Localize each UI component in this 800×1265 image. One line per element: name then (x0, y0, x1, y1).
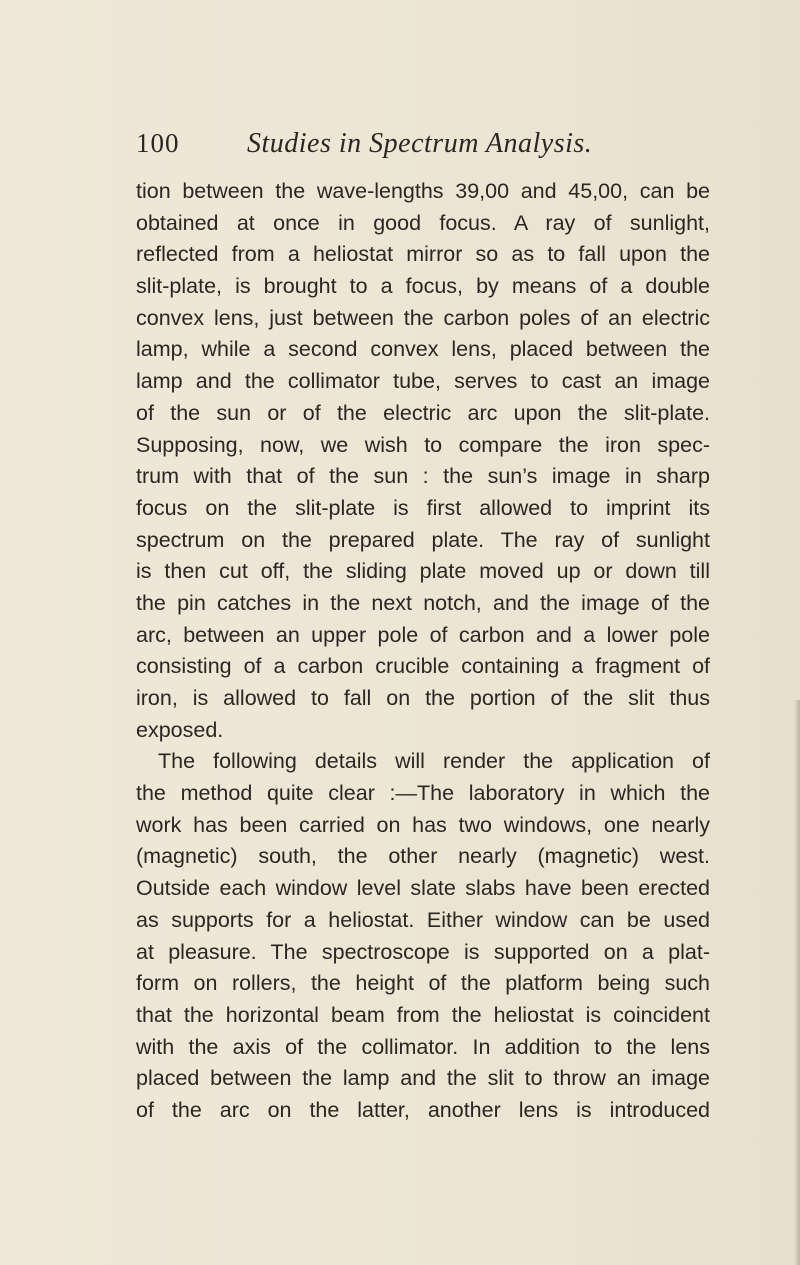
text-line: spectrum on the prepared plate. The ray of sunlight (136, 527, 710, 552)
text-line: Outside each window level slate slabs have been erected (136, 876, 710, 901)
text-line: of the sun or of the electric arc upon the slit-plate. (136, 400, 710, 425)
text-line: consisting of a carbon crucible containing a fragment of (136, 654, 710, 679)
text-line: focus on the slit-plate is first allowed to imprint its (136, 495, 710, 520)
running-title: Studies in Spectrum Analysis. (247, 128, 593, 159)
text-line: is then cut off, the sliding plate moved up or down till (136, 559, 710, 584)
text-line: placed between the lamp and the slit to throw an image (136, 1066, 710, 1091)
text-line: slit-plate, is brought to a focus, by means of a double (136, 274, 710, 299)
text-line: at pleasure. The spectroscope is supported on a plat- (136, 939, 710, 964)
text-line: iron, is allowed to fall on the portion of the slit thus (136, 686, 710, 710)
text-line: arc, between an upper pole of carbon and a lower pole (136, 622, 710, 647)
text-line: of the arc on the latter, another lens is introduced (136, 1097, 710, 1122)
text-line: lamp, while a second convex lens, placed between the (136, 337, 710, 362)
text-line: reflected from a heliostat mirror so as to fall upon the (136, 242, 710, 267)
text-line: as supports for a heliostat. Either window can be used (136, 907, 710, 932)
text-line: The following details will render the application of (158, 749, 710, 774)
text-line: exposed. (136, 717, 224, 742)
text-line: work has been carried on has two windows, one nearly (136, 812, 710, 837)
text-line: that the horizontal beam from the heliostat is coincident (136, 1002, 710, 1027)
paragraph-1 (136, 176, 710, 746)
text-line: convex lens, just between the carbon poles of an electric (136, 305, 710, 330)
text-line: Supposing, now, we wish to compare the iron spec- (136, 432, 710, 457)
text-line: form on rollers, the height of the platform being such (136, 971, 710, 996)
text-line: (magnetic) south, the other nearly (magnetic) west. (136, 844, 710, 869)
paragraph-2 (136, 746, 710, 1126)
page-edge-shadow (794, 700, 800, 1265)
body-text (136, 176, 710, 1127)
text-line: trum with that of the sun : the sun’s image in sharp (136, 464, 710, 489)
text-line: obtained at once in good focus. A ray of sunlight, (136, 210, 710, 235)
page-number: 100 (136, 128, 180, 158)
text-line: the pin catches in the next notch, and the image of the (136, 590, 710, 615)
text-line: with the axis of the collimator. In addition to the lens (136, 1034, 710, 1059)
text-line: tion between the wave-lengths 39,00 and 45,00, can be (136, 179, 710, 203)
text-line: lamp and the collimator tube, serves to cast an image (136, 369, 710, 394)
text-line: the method quite clear :—The laboratory in which the (136, 781, 710, 806)
page-header (136, 128, 696, 168)
